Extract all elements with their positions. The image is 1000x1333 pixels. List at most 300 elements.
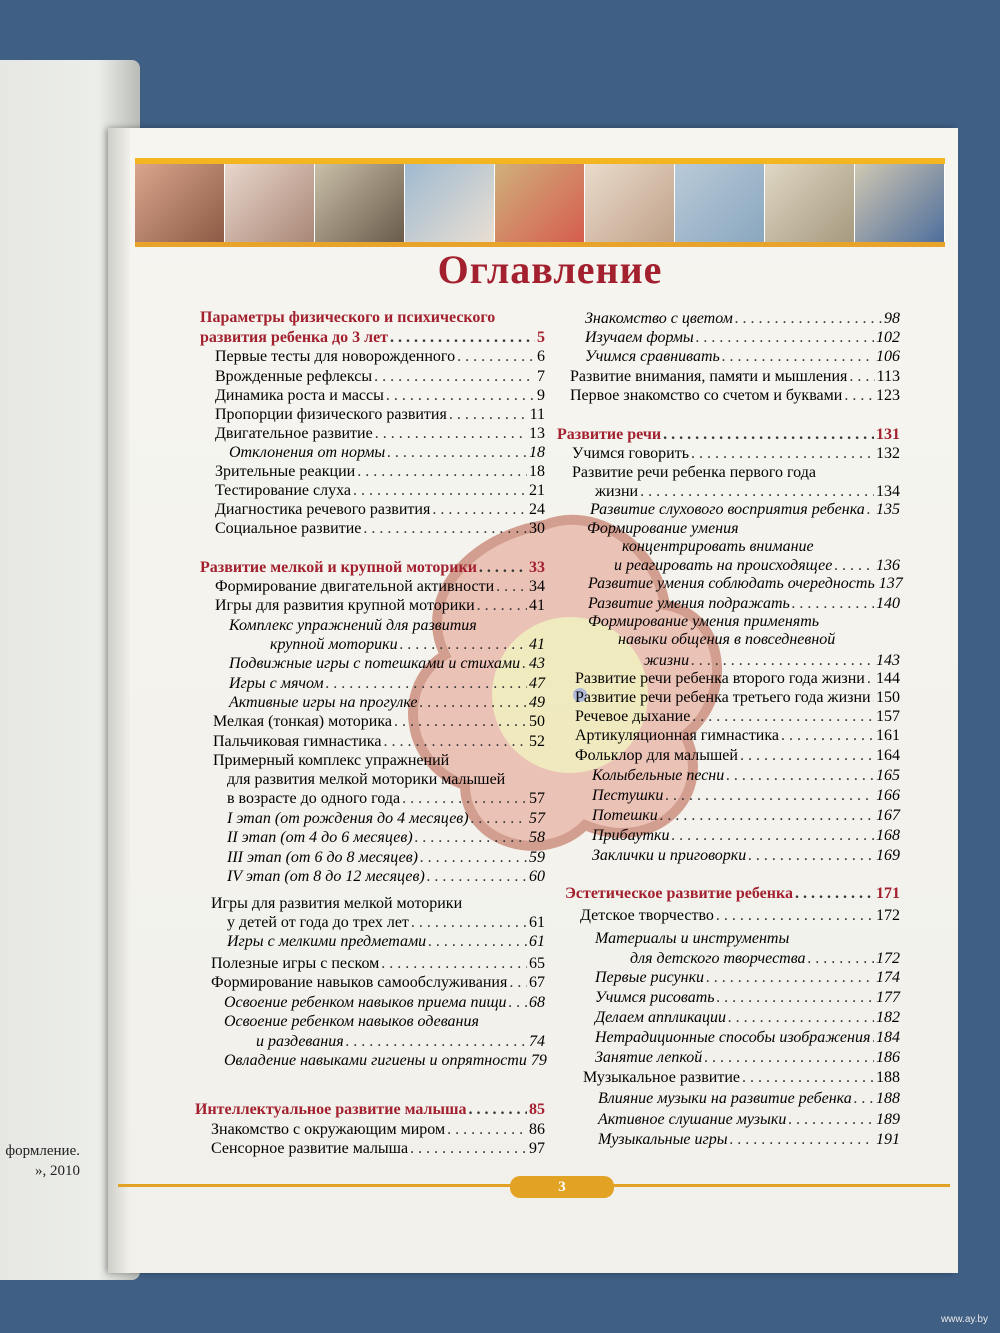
dot-leader bbox=[795, 884, 874, 903]
dot-leader bbox=[374, 367, 535, 386]
right-entry-title: Занятие лепкой bbox=[595, 1049, 703, 1066]
dot-leader bbox=[735, 309, 882, 328]
left-entry-title: IV этап (от 8 до 12 месяцев) bbox=[227, 868, 425, 885]
right-entry bbox=[598, 1130, 900, 1149]
dot-leader bbox=[381, 954, 527, 973]
left-entry bbox=[213, 732, 545, 751]
left-entry-title: Параметры физического и психического bbox=[200, 309, 496, 326]
right-entry-page: 143 bbox=[876, 652, 900, 669]
left-entry bbox=[215, 405, 545, 424]
right-entry bbox=[592, 806, 900, 825]
left-entry-page: 61 bbox=[529, 914, 545, 931]
right-entry-title: Развитие речи ребенка второго года жизни bbox=[575, 670, 865, 687]
left-entry bbox=[227, 932, 545, 951]
left-entry-page: 7 bbox=[537, 368, 545, 385]
right-entry-title: Колыбельные песни bbox=[592, 767, 725, 784]
left-entry-title: Комплекс упражнений для развития bbox=[229, 617, 477, 634]
left-entry-title: Активные игры на прогулке bbox=[229, 694, 418, 711]
right-entry-title: Формирование умения bbox=[587, 520, 739, 537]
right-entry-page: 135 bbox=[876, 501, 900, 518]
right-entry bbox=[575, 669, 900, 688]
right-entry bbox=[630, 949, 900, 968]
dot-leader bbox=[716, 906, 874, 925]
left-entry-page: 74 bbox=[529, 1033, 545, 1050]
right-entry-page: 186 bbox=[876, 1049, 900, 1066]
right-entry-title: Знакомство с цветом bbox=[585, 310, 733, 327]
dot-leader bbox=[663, 425, 874, 444]
left-entry-title: и раздевания bbox=[256, 1033, 344, 1050]
right-entry bbox=[595, 988, 900, 1007]
left-entry bbox=[224, 1012, 479, 1031]
right-entry bbox=[585, 328, 900, 347]
left-entry-title: Формирование двигательной активности bbox=[215, 578, 495, 595]
left-entry bbox=[215, 500, 545, 519]
left-entry-page: 5 bbox=[537, 329, 545, 346]
left-entry-title: Овладение навыками гигиены и опрятности bbox=[224, 1052, 527, 1069]
left-entry-title: Пальчиковая гимнастика bbox=[213, 733, 382, 750]
right-entry bbox=[588, 594, 900, 613]
dot-leader bbox=[447, 1120, 527, 1139]
right-entry bbox=[557, 425, 900, 444]
right-entry-page: 177 bbox=[876, 989, 900, 1006]
right-entry-title: Заклички и приговорки bbox=[592, 847, 747, 864]
left-entry-page: 18 bbox=[529, 463, 545, 480]
right-entry-page: 144 bbox=[876, 670, 900, 687]
left-entry bbox=[227, 848, 545, 867]
left-entry bbox=[215, 519, 545, 538]
right-entry-title: Активное слушание музыки bbox=[598, 1111, 787, 1128]
left-entry bbox=[270, 635, 545, 654]
left-entry bbox=[229, 616, 477, 635]
left-entry-title: Знакомство с окружающим миром bbox=[211, 1121, 446, 1138]
right-entry-title: Формирование умения применять bbox=[588, 613, 820, 630]
left-entry bbox=[211, 1120, 545, 1139]
left-entry bbox=[215, 462, 545, 481]
dot-leader bbox=[872, 1028, 874, 1047]
right-entry bbox=[575, 688, 900, 707]
dot-leader bbox=[522, 654, 527, 673]
photo-strip bbox=[135, 158, 945, 247]
left-entry-title: Диагностика речевого развития bbox=[215, 501, 431, 518]
right-entry bbox=[595, 1048, 900, 1067]
right-entry-title: Изучаем формы bbox=[585, 329, 694, 346]
right-entry-page: 189 bbox=[876, 1111, 900, 1128]
dot-leader bbox=[410, 1139, 527, 1158]
dot-leader bbox=[477, 596, 527, 615]
dot-leader bbox=[849, 367, 874, 386]
left-entry bbox=[215, 481, 545, 500]
left-entry-title: Социальное развитие bbox=[215, 520, 362, 537]
left-entry-page: 41 bbox=[529, 597, 545, 614]
right-entry-title: Прибаутки bbox=[592, 827, 670, 844]
left-entry bbox=[224, 1051, 545, 1070]
right-entry-title: Делаем аппликации bbox=[595, 1009, 727, 1026]
right-entry bbox=[595, 1008, 900, 1027]
right-entry-title: жизни bbox=[595, 483, 639, 500]
dot-leader bbox=[660, 806, 874, 825]
left-entry bbox=[256, 1032, 545, 1051]
dot-leader bbox=[415, 828, 527, 847]
left-entry-page: 85 bbox=[529, 1101, 545, 1118]
dot-leader bbox=[696, 328, 874, 347]
dot-leader bbox=[640, 482, 874, 501]
right-entry-title: Учимся говорить bbox=[572, 445, 689, 462]
left-entry-title: у детей от года до трех лет bbox=[227, 914, 409, 931]
dot-leader bbox=[457, 347, 535, 366]
right-entry-title: Артикуляционная гимнастика bbox=[575, 727, 779, 744]
left-entry bbox=[211, 1139, 545, 1158]
left-entry-page: 59 bbox=[529, 849, 545, 866]
right-entry-page: 106 bbox=[876, 348, 900, 365]
right-entry-page: 165 bbox=[876, 767, 900, 784]
left-entry bbox=[215, 596, 545, 615]
left-entry-page: 65 bbox=[529, 955, 545, 972]
right-entry-title: Пестушки bbox=[592, 787, 664, 804]
right-entry-page: 166 bbox=[876, 787, 900, 804]
dot-leader bbox=[427, 867, 527, 886]
dot-leader bbox=[394, 712, 527, 731]
right-entry bbox=[622, 537, 814, 556]
dot-leader bbox=[326, 674, 527, 693]
left-entry bbox=[215, 577, 545, 596]
left-entry-page: 60 bbox=[529, 868, 545, 885]
dot-leader bbox=[873, 688, 874, 707]
left-entry bbox=[211, 973, 545, 992]
right-entry bbox=[565, 884, 900, 903]
dot-leader bbox=[386, 386, 535, 405]
right-entry-title: Музыкальные игры bbox=[598, 1131, 728, 1148]
dot-leader bbox=[420, 848, 527, 867]
left-entry-page: 68 bbox=[529, 994, 545, 1011]
dot-leader bbox=[704, 1048, 874, 1067]
left-entry bbox=[195, 1100, 545, 1119]
right-entry-title: и реагировать на происходящее bbox=[614, 557, 833, 574]
dot-leader bbox=[808, 949, 874, 968]
dot-leader bbox=[867, 669, 874, 688]
right-entry bbox=[618, 630, 835, 649]
left-entry-title: II этап (от 4 до 6 месяцев) bbox=[227, 829, 413, 846]
left-entry-page: 9 bbox=[537, 387, 545, 404]
right-entry-title: Эстетическое развитие ребенка bbox=[565, 885, 793, 902]
dot-leader bbox=[469, 1100, 527, 1119]
right-entry-page: 134 bbox=[876, 483, 900, 500]
right-entry-title: Развитие речи bbox=[557, 426, 662, 443]
left-entry-title: Пропорции физического развития bbox=[215, 406, 447, 423]
left-entry-page: 67 bbox=[529, 974, 545, 991]
right-entry-title: концентрировать внимание bbox=[622, 538, 814, 555]
left-entry-title: Примерный комплекс упражнений bbox=[213, 752, 450, 769]
right-entry bbox=[570, 367, 900, 386]
left-entry-title: Первые тесты для новорожденного bbox=[215, 348, 456, 365]
right-entry-page: 169 bbox=[876, 847, 900, 864]
dot-leader bbox=[844, 386, 874, 405]
right-entry bbox=[585, 309, 900, 328]
left-entry-title: Игры для развития мелкой моторики bbox=[211, 895, 463, 912]
left-entry bbox=[215, 386, 545, 405]
right-entry bbox=[592, 826, 900, 845]
left-entry-page: 18 bbox=[529, 444, 545, 461]
left-entry bbox=[229, 693, 545, 712]
dot-leader bbox=[402, 789, 527, 808]
dot-leader bbox=[449, 405, 528, 424]
left-entry-title: Формирование навыков самообслуживания bbox=[211, 974, 508, 991]
right-entry-page: 150 bbox=[876, 689, 900, 706]
left-entry bbox=[200, 308, 495, 327]
right-entry-title: Речевое дыхание bbox=[575, 708, 691, 725]
left-entry-title: Отклонения от нормы bbox=[229, 444, 386, 461]
right-entry-page: 188 bbox=[876, 1069, 900, 1086]
back-cover-text-2: », 2010 bbox=[35, 1163, 80, 1179]
right-entry bbox=[572, 463, 816, 482]
left-entry-title: Двигательное развитие bbox=[215, 425, 373, 442]
right-entry bbox=[595, 1028, 900, 1047]
right-entry-page: 188 bbox=[876, 1090, 900, 1107]
right-entry-title: Детское творчество bbox=[580, 907, 714, 924]
right-entry bbox=[588, 612, 819, 631]
right-entry bbox=[575, 726, 900, 745]
right-entry-title: Развитие речи ребенка первого года bbox=[572, 464, 816, 481]
right-entry-page: 132 bbox=[876, 445, 900, 462]
left-entry-title: Игры для развития крупной моторики bbox=[215, 597, 475, 614]
dot-leader bbox=[353, 481, 527, 500]
right-entry-title: Учимся сравнивать bbox=[585, 348, 720, 365]
dot-leader bbox=[420, 693, 527, 712]
left-entry-title: Подвижные игры с потешками и стихами bbox=[229, 655, 521, 672]
left-entry-title: Мелкая (тонкая) моторика bbox=[213, 713, 392, 730]
dot-leader bbox=[375, 424, 527, 443]
dot-leader bbox=[717, 988, 874, 1007]
left-entry-title: Зрительные реакции bbox=[215, 463, 356, 480]
right-entry bbox=[614, 556, 900, 575]
right-entry-title: Первое знакомство со счетом и буквами bbox=[570, 387, 843, 404]
right-entry-title: Материалы и инструменты bbox=[595, 930, 790, 947]
dot-leader bbox=[867, 500, 874, 519]
dot-leader bbox=[479, 558, 527, 577]
right-entry bbox=[570, 386, 900, 405]
left-entry-page: 97 bbox=[529, 1140, 545, 1157]
dot-leader bbox=[357, 462, 527, 481]
left-entry-page: 13 bbox=[529, 425, 545, 442]
right-entry bbox=[580, 906, 900, 925]
dot-leader bbox=[728, 1008, 874, 1027]
left-entry bbox=[213, 712, 545, 731]
left-entry-page: 79 bbox=[530, 1052, 547, 1069]
right-entry-page: 168 bbox=[876, 827, 900, 844]
right-entry-page: 137 bbox=[878, 575, 903, 592]
dot-leader bbox=[383, 732, 527, 751]
right-entry bbox=[575, 746, 900, 765]
right-entry bbox=[595, 968, 900, 987]
left-entry-page: 86 bbox=[529, 1121, 545, 1138]
right-entry-page: 172 bbox=[876, 907, 900, 924]
right-entry bbox=[592, 766, 900, 785]
left-entry-title: Полезные игры с песком bbox=[211, 955, 380, 972]
right-entry bbox=[583, 1068, 900, 1087]
dot-leader bbox=[400, 635, 527, 654]
dot-leader bbox=[509, 993, 527, 1012]
left-entry bbox=[227, 828, 545, 847]
dot-leader bbox=[781, 726, 874, 745]
left-entry-page: 49 bbox=[529, 694, 545, 711]
right-entry-title: Учимся рисовать bbox=[595, 989, 715, 1006]
right-entry-page: 174 bbox=[876, 969, 900, 986]
left-entry bbox=[215, 367, 545, 386]
right-entry-page: 102 bbox=[876, 329, 900, 346]
right-entry-page: 113 bbox=[876, 368, 900, 385]
left-entry-page: 34 bbox=[529, 578, 545, 595]
left-entry-title: Игры с мячом bbox=[229, 675, 324, 692]
left-entry-title: Освоение ребенком навыков приема пищи bbox=[224, 994, 507, 1011]
left-entry bbox=[200, 558, 545, 577]
right-entry-page: 161 bbox=[876, 727, 900, 744]
left-entry-title: крупной моторики bbox=[270, 636, 398, 653]
back-cover-text-1: формление. bbox=[5, 1143, 80, 1159]
left-entry-page: 30 bbox=[529, 520, 545, 537]
left-entry-title: Интеллектуальное развитие малыша bbox=[195, 1101, 467, 1118]
dot-leader bbox=[742, 1068, 874, 1087]
left-entry-title: Развитие мелкой и крупной моторики bbox=[200, 559, 477, 576]
left-entry-page: 43 bbox=[529, 655, 545, 672]
left-entry bbox=[224, 993, 545, 1012]
left-entry-page: 58 bbox=[529, 829, 545, 846]
dot-leader bbox=[691, 651, 874, 670]
right-entry-page: 157 bbox=[876, 708, 900, 725]
left-entry-title: для развития мелкой моторики малышей bbox=[227, 771, 506, 788]
dot-leader bbox=[346, 1032, 527, 1051]
watermark: www.ay.by bbox=[940, 1314, 988, 1325]
right-entry-page: 131 bbox=[876, 426, 900, 443]
right-entry-title: Потешки bbox=[592, 807, 658, 824]
left-entry bbox=[211, 894, 462, 913]
left-entry-page: 57 bbox=[529, 790, 545, 807]
right-entry-title: Развитие умения подражать bbox=[588, 595, 790, 612]
dot-leader bbox=[411, 913, 527, 932]
left-entry-title: Тестирование слуха bbox=[215, 482, 351, 499]
left-entry bbox=[200, 328, 545, 347]
right-entry bbox=[592, 846, 900, 865]
right-entry-title: Развитие слухового восприятия ребенка bbox=[590, 501, 865, 518]
right-entry bbox=[598, 1110, 900, 1129]
left-entry bbox=[215, 347, 545, 366]
dot-leader bbox=[665, 786, 874, 805]
right-entry-title: Первые рисунки bbox=[595, 969, 705, 986]
dot-leader bbox=[788, 1110, 874, 1129]
right-entry bbox=[588, 574, 903, 593]
right-entry-title: Фольклор для малышей bbox=[575, 747, 738, 764]
right-entry-title: навыки общения в повседневной bbox=[618, 631, 836, 648]
dot-leader bbox=[432, 500, 527, 519]
dot-leader bbox=[730, 1130, 874, 1149]
left-entry-page: 47 bbox=[529, 675, 545, 692]
right-entry-title: Нетрадиционные способы изображения bbox=[595, 1029, 871, 1046]
right-entry bbox=[590, 500, 900, 519]
right-entry-page: 98 bbox=[884, 310, 900, 327]
right-entry-title: жизни bbox=[644, 652, 690, 669]
right-entry bbox=[592, 786, 900, 805]
right-entry-page: 171 bbox=[876, 885, 900, 902]
right-entry-page: 167 bbox=[876, 807, 900, 824]
left-entry-title: Освоение ребенком навыков одевания bbox=[224, 1013, 479, 1030]
left-entry bbox=[229, 443, 545, 462]
left-entry bbox=[215, 424, 545, 443]
right-entry bbox=[595, 482, 900, 501]
right-entry-title: Музыкальное развитие bbox=[583, 1069, 741, 1086]
left-entry-title: Сенсорное развитие малыша bbox=[211, 1140, 409, 1157]
dot-leader bbox=[363, 519, 527, 538]
dot-leader bbox=[387, 443, 527, 462]
dot-leader bbox=[740, 746, 874, 765]
dot-leader bbox=[509, 973, 527, 992]
left-entry-title: Врожденные рефлексы bbox=[215, 368, 373, 385]
right-entry bbox=[572, 444, 900, 463]
left-entry bbox=[229, 654, 545, 673]
page-title: Оглавление bbox=[437, 247, 663, 292]
left-entry-page: 21 bbox=[529, 482, 545, 499]
dot-leader bbox=[390, 328, 535, 347]
right-entry-page: 123 bbox=[876, 387, 900, 404]
left-entry bbox=[213, 751, 449, 770]
right-entry-page: 182 bbox=[876, 1009, 900, 1026]
dot-leader bbox=[692, 707, 874, 726]
dot-leader bbox=[726, 766, 874, 785]
left-entry bbox=[227, 789, 545, 808]
dot-leader bbox=[834, 556, 874, 575]
right-entry bbox=[585, 347, 900, 366]
left-entry-page: 33 bbox=[529, 559, 545, 576]
dot-leader bbox=[672, 826, 874, 845]
left-entry-title: развития ребенка до 3 лет bbox=[200, 329, 389, 346]
left-entry bbox=[227, 809, 545, 828]
right-entry-page: 172 bbox=[876, 950, 900, 967]
dot-leader bbox=[792, 594, 874, 613]
dot-leader bbox=[854, 1089, 874, 1108]
left-entry-title: I этап (от рождения до 4 месяцев) bbox=[227, 810, 469, 827]
dot-leader bbox=[471, 809, 527, 828]
right-entry-title: для детского творчества bbox=[630, 950, 806, 967]
left-entry bbox=[227, 867, 545, 886]
left-entry bbox=[211, 954, 545, 973]
left-entry-title: III этап (от 6 до 8 месяцев) bbox=[227, 849, 418, 866]
left-entry-title: Динамика роста и массы bbox=[215, 387, 384, 404]
left-entry-page: 11 bbox=[529, 406, 545, 423]
left-entry-page: 50 bbox=[529, 713, 545, 730]
page-number: 3 bbox=[510, 1176, 614, 1198]
left-entry bbox=[227, 770, 505, 789]
left-entry-page: 52 bbox=[529, 733, 545, 750]
dot-leader bbox=[428, 932, 527, 951]
left-entry-page: 61 bbox=[529, 933, 545, 950]
left-entry-title: в возрасте до одного года bbox=[227, 790, 401, 807]
dot-leader bbox=[748, 846, 874, 865]
right-entry-title: Развитие речи ребенка третьего года жизни bbox=[575, 689, 871, 706]
right-entry-title: Развитие внимания, памяти и мышления bbox=[570, 368, 848, 385]
left-entry bbox=[229, 674, 545, 693]
right-entry-page: 140 bbox=[876, 595, 900, 612]
dot-leader bbox=[706, 968, 874, 987]
right-entry-title: Влияние музыки на развитие ребенка bbox=[598, 1090, 852, 1107]
right-entry bbox=[644, 651, 900, 670]
right-entry-page: 191 bbox=[876, 1131, 900, 1148]
right-entry bbox=[587, 519, 739, 538]
page-spine bbox=[108, 128, 130, 1273]
left-entry bbox=[227, 913, 545, 932]
right-entry-title: Развитие умения соблюдать очередность bbox=[588, 575, 875, 592]
left-entry-title: Игры с мелкими предметами bbox=[227, 933, 427, 950]
dot-leader bbox=[691, 444, 874, 463]
left-entry-page: 41 bbox=[529, 636, 545, 653]
dot-leader bbox=[722, 347, 874, 366]
right-entry-page: 136 bbox=[876, 557, 900, 574]
